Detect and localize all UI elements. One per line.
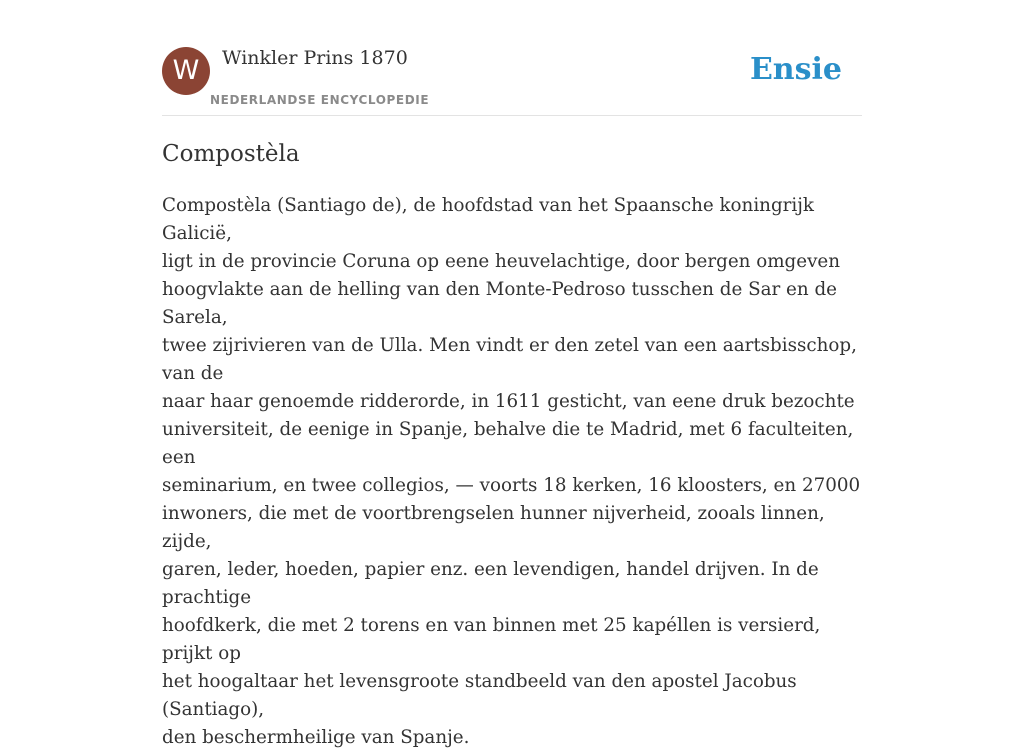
article-body-line: universiteit, de eenige in Spanje, behalve die te Madrid, met 6 faculteiten, een [162, 419, 854, 468]
article-body-line: garen, leder, hoeden, papier enz. een levendigen, handel drijven. In de prachtige [162, 559, 819, 608]
article-body-line: seminarium, en twee collegios, — voorts 18 kerken, 16 kloosters, en 27000 [162, 475, 861, 496]
article-body-line: het hoogaltaar het levensgroote standbeeld van den apostel Jacobus (Santiago), [162, 671, 797, 720]
ensie-logo-link[interactable]: Ensie [749, 52, 842, 87]
article-body-line: hoogvlakte aan de helling van den Monte-Pedroso tusschen de Sar en de Sarela, [162, 279, 837, 328]
article-body-line: inwoners, die met de voortbrengselen hunner nijverheid, zooals linnen, zijde, [162, 503, 825, 552]
article-body-line: twee zijrivieren van de Ulla. Men vindt er den zetel van een aartsbisschop, van de [162, 335, 857, 384]
article-body-line: den beschermheilige van Spanje. [162, 727, 470, 748]
article-body-line: ligt in de provincie Coruna op eene heuvelachtige, door bergen omgeven [162, 251, 841, 272]
source-subtitle: NEDERLANDSE ENCYCLOPEDIE [210, 93, 430, 107]
article-title: Compostèla [162, 141, 300, 167]
site-header [162, 46, 862, 116]
article-body-line: Compostèla (Santiago de), de hoofdstad van het Spaansche koningrijk Galicië, [162, 195, 814, 244]
source-avatar[interactable]: W [162, 47, 210, 95]
article-body [162, 192, 862, 752]
header-divider [162, 115, 862, 116]
article-body-line: naar haar genoemde ridderorde, in 1611 gesticht, van eene druk bezochte [162, 391, 855, 412]
article-body-line: hoofdkerk, die met 2 torens en van binnen met 25 kapéllen is versierd, prijkt op [162, 615, 821, 664]
source-name-link[interactable]: Winkler Prins 1870 [222, 47, 408, 69]
